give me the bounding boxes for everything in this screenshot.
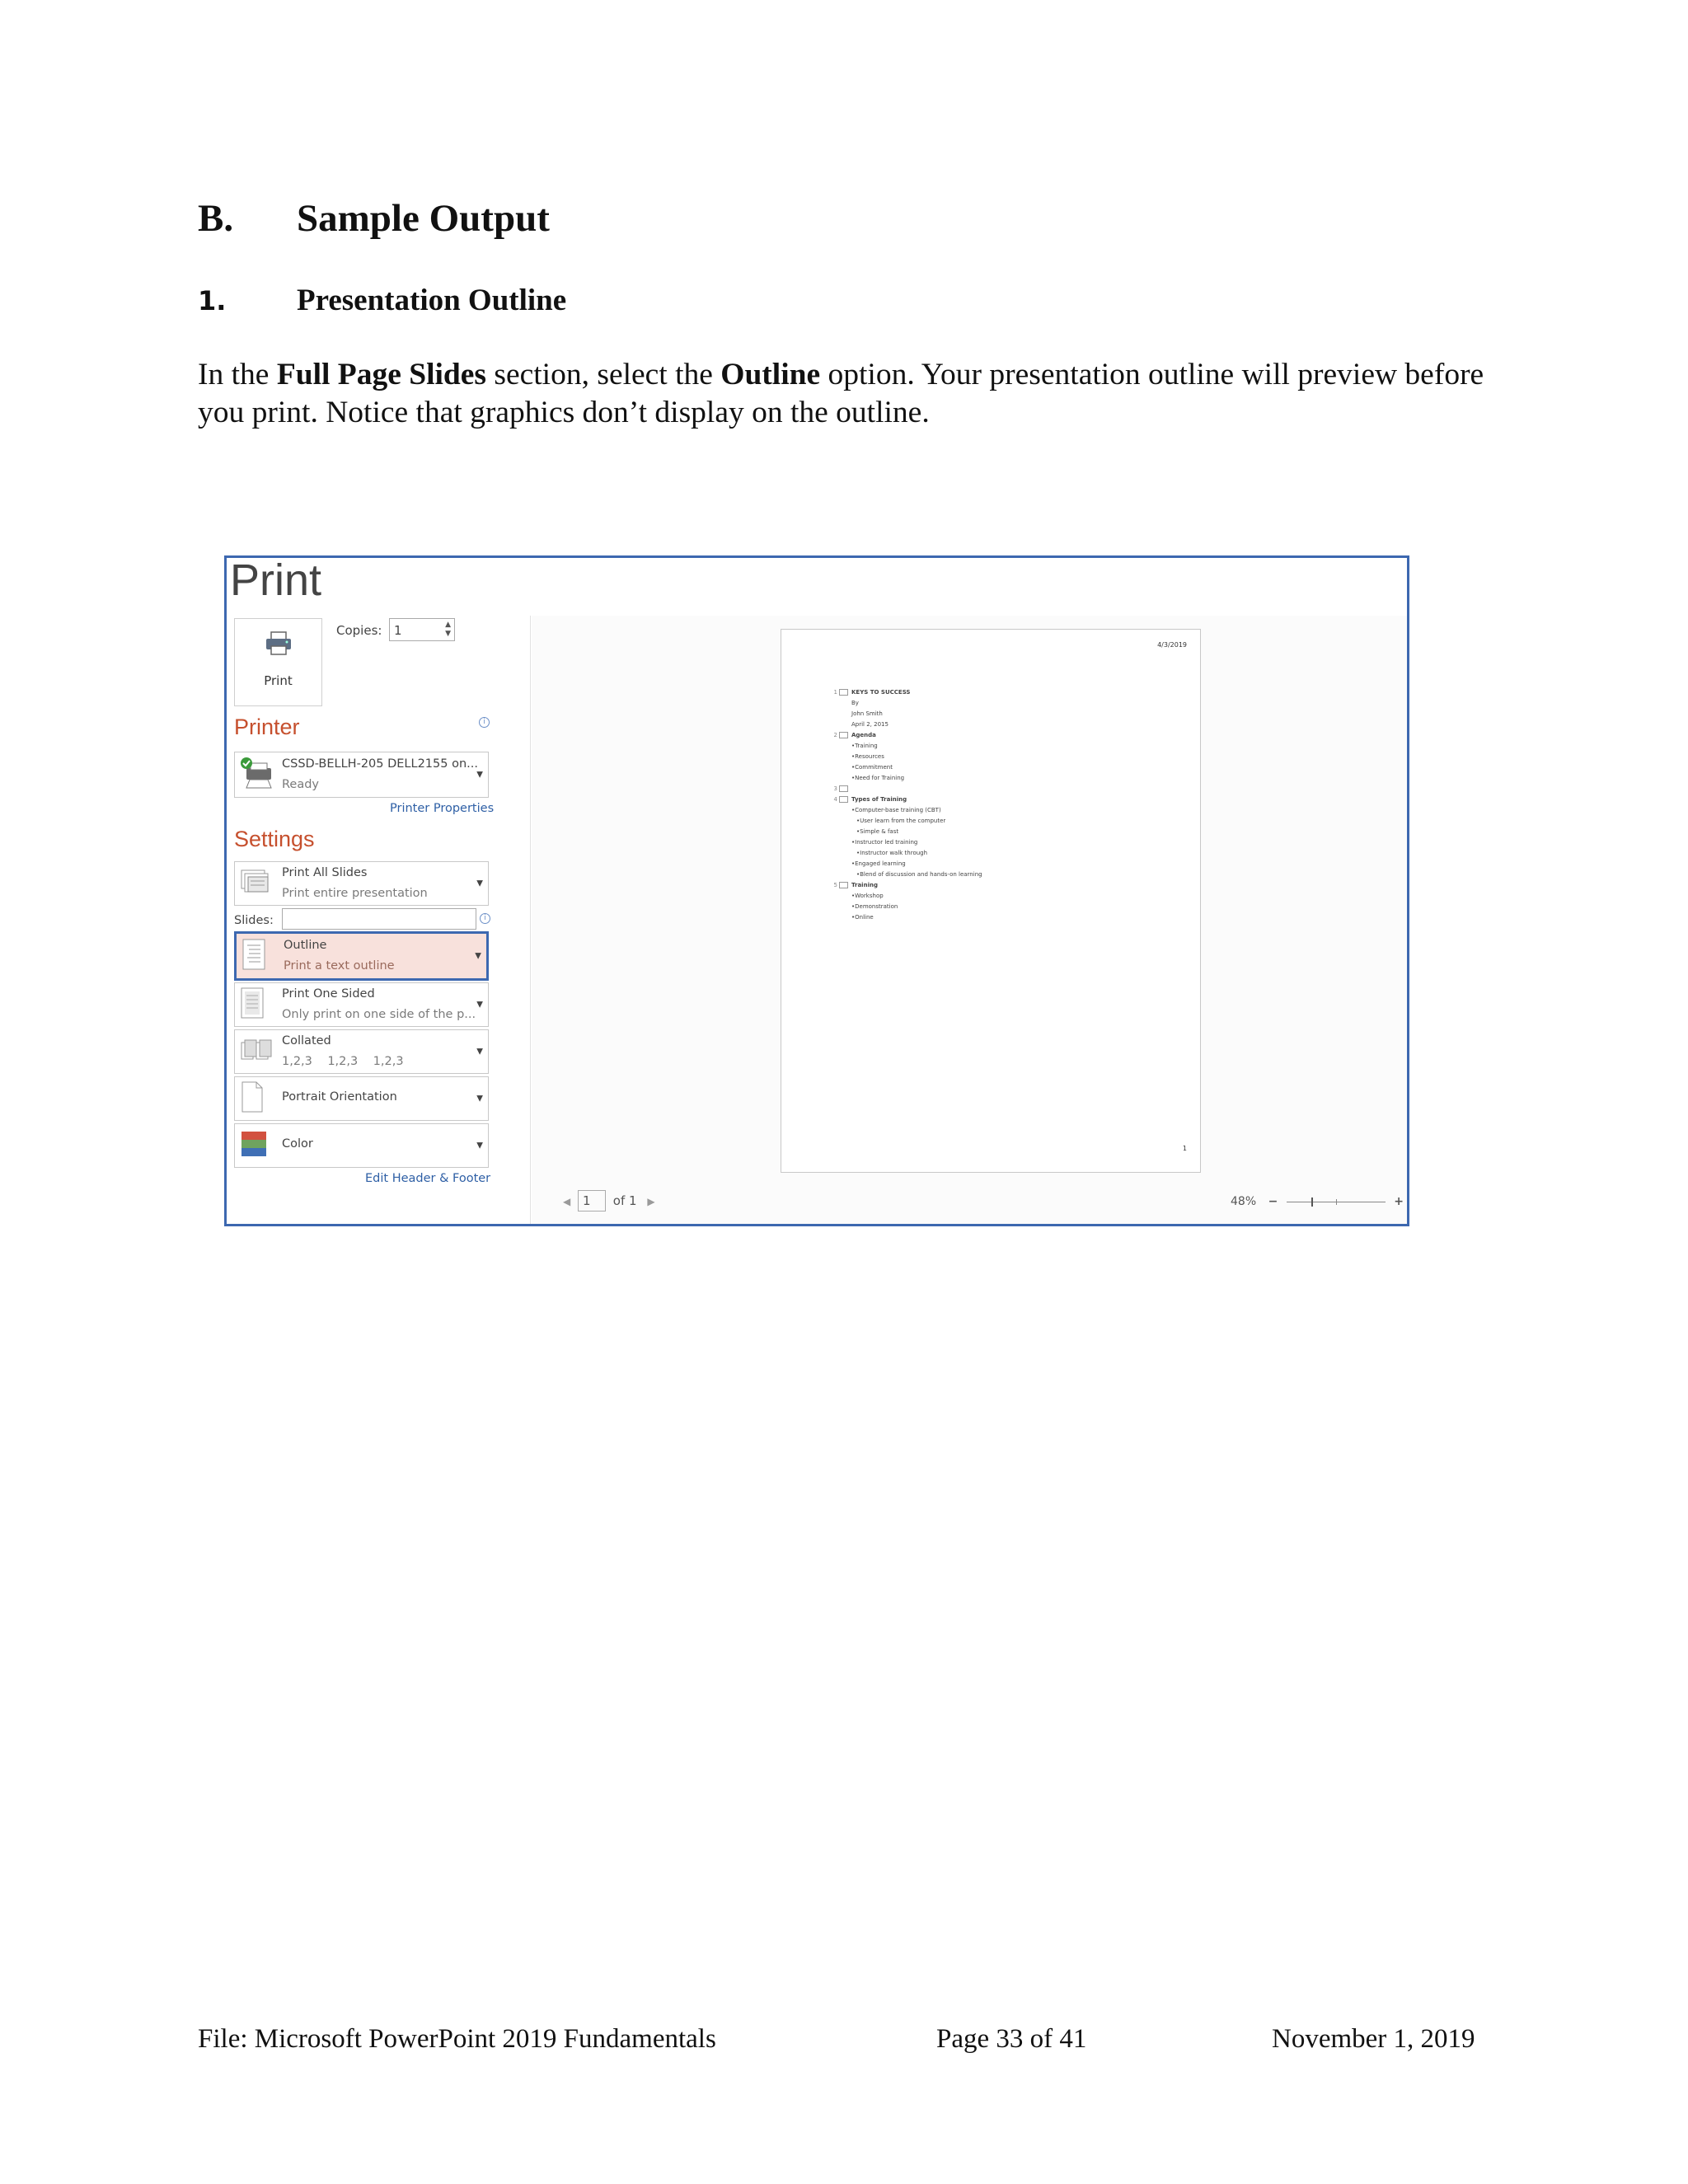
outline-bullet-line xyxy=(839,912,982,923)
outline-text: •Instructor walk through xyxy=(856,850,928,856)
outline-bullet-line xyxy=(839,902,982,912)
printer-status: Ready xyxy=(282,778,320,791)
zoom-in-icon[interactable]: + xyxy=(1394,1195,1404,1208)
setting-subtitle: Print a text outline xyxy=(284,959,395,972)
outline-text: Agenda xyxy=(851,732,876,738)
paragraph-text: option. Your presentation outline will preview before you print. Notice that graphics don’t display on the outline. xyxy=(198,358,1484,429)
print-layout-dropdown[interactable] xyxy=(234,931,489,981)
sides-dropdown[interactable] xyxy=(234,982,489,1027)
outline-text: •Training xyxy=(851,743,878,749)
zoom-slider-thumb[interactable] xyxy=(1311,1197,1313,1207)
outline-bullet-line xyxy=(839,837,982,848)
printer-properties-link[interactable]: Printer Properties xyxy=(390,802,495,815)
paragraph-text: section, select the xyxy=(486,358,721,391)
print-range-dropdown[interactable] xyxy=(234,861,489,906)
outline-text: Types of Training xyxy=(851,796,907,803)
page-navigator xyxy=(563,1190,655,1212)
one-sided-page-icon xyxy=(240,987,265,1022)
outline-page-icon xyxy=(241,939,266,973)
outline-text: •Online xyxy=(851,914,874,921)
info-icon[interactable]: i xyxy=(479,717,490,728)
collation-dropdown[interactable] xyxy=(234,1029,489,1074)
panel-divider xyxy=(530,616,531,1226)
chevron-down-icon: ▼ xyxy=(475,951,481,961)
outline-bullet-line xyxy=(839,709,982,719)
outline-text: •Blend of discussion and hands-on learning xyxy=(856,871,982,878)
slide-thumbnail-icon xyxy=(839,732,848,738)
outline-slide-number: 1 xyxy=(833,689,837,696)
outline-text: •Simple & fast xyxy=(856,828,899,835)
footer-page: Page 33 of 41 xyxy=(936,2024,1087,2054)
outline-bullet-line xyxy=(839,859,982,869)
printer-dropdown[interactable] xyxy=(234,752,489,798)
outline-text: By xyxy=(851,700,859,706)
outline-slide-number: 5 xyxy=(833,882,837,888)
setting-subtitle: Print entire presentation xyxy=(282,887,428,900)
chevron-down-icon: ▼ xyxy=(476,879,483,888)
paragraph-bold-term: Outline xyxy=(720,358,821,391)
preview-page xyxy=(781,629,1201,1173)
footer-date: November 1, 2019 xyxy=(1272,2024,1475,2054)
zoom-slider-midpoint xyxy=(1336,1199,1337,1205)
chevron-down-icon: ▼ xyxy=(476,1141,483,1151)
outline-text: •Need for Training xyxy=(851,775,905,781)
slides-input[interactable] xyxy=(282,908,476,930)
page-total: of 1 xyxy=(612,1193,637,1208)
slides-label: Slides: xyxy=(234,914,274,927)
slide-thumbnail-icon xyxy=(839,785,848,792)
subsection-number: 1. xyxy=(198,285,227,316)
orientation-dropdown[interactable] xyxy=(234,1076,489,1121)
outline-text: •Computer-base training (CBT) xyxy=(851,807,941,813)
previous-page-icon[interactable]: ◀ xyxy=(563,1196,571,1207)
outline-text: •Commitment xyxy=(851,764,893,771)
next-page-icon[interactable]: ▶ xyxy=(647,1196,655,1207)
settings-heading: Settings xyxy=(234,827,315,851)
portrait-page-icon xyxy=(240,1081,265,1116)
edit-header-footer-link[interactable]: Edit Header & Footer xyxy=(365,1172,491,1185)
outline-text: John Smith xyxy=(851,710,883,717)
outline-bullet-line xyxy=(839,698,982,709)
outline-bullet-line xyxy=(839,741,982,752)
outline-text: •Demonstration xyxy=(851,903,898,910)
outline-slide-line xyxy=(833,794,982,805)
preview-page-number: 1 xyxy=(1182,1145,1187,1152)
outline-slide-line xyxy=(833,880,982,891)
outline-bullet-line xyxy=(839,719,982,730)
slide-thumbnail-icon xyxy=(839,689,848,696)
outline-bullet-line xyxy=(839,805,982,816)
outline-slide-line xyxy=(833,687,982,698)
chevron-down-icon: ▼ xyxy=(476,1094,483,1104)
outline-text: April 2, 2015 xyxy=(851,721,889,728)
section-title: Sample Output xyxy=(297,197,550,240)
subsection-heading xyxy=(198,283,566,318)
print-button-label: Print xyxy=(264,673,293,688)
slide-thumbnail-icon xyxy=(839,796,848,803)
print-title: Print xyxy=(230,555,322,605)
section-number: B. xyxy=(198,197,234,240)
outline-bullet-line xyxy=(839,827,982,837)
info-icon[interactable]: i xyxy=(480,913,490,924)
outline-slide-line xyxy=(833,784,982,794)
setting-title: Print One Sided xyxy=(282,987,375,1001)
outline-slide-number: 2 xyxy=(833,732,837,738)
copies-value: 1 xyxy=(394,623,402,638)
outline-slide-number: 4 xyxy=(833,796,837,803)
slide-thumbnail-icon xyxy=(839,882,848,888)
outline-bullet-line xyxy=(839,762,982,773)
zoom-control xyxy=(1231,1195,1404,1208)
setting-subtitle: Only print on one side of the p... xyxy=(282,1008,476,1021)
print-screenshot xyxy=(224,555,1409,1226)
color-dropdown[interactable] xyxy=(234,1123,489,1168)
zoom-out-icon[interactable]: − xyxy=(1268,1195,1278,1208)
outline-text: Training xyxy=(851,882,878,888)
section-heading xyxy=(198,196,550,241)
color-swatch-icon xyxy=(240,1130,268,1161)
footer-file: File: Microsoft PowerPoint 2019 Fundamentals xyxy=(198,2024,716,2054)
copies-label: Copies: xyxy=(336,623,382,638)
printer-icon xyxy=(265,631,293,659)
outline-bullet-line xyxy=(839,891,982,902)
paragraph-text: In the xyxy=(198,358,277,391)
outline-text: KEYS TO SUCCESS xyxy=(851,689,911,696)
chevron-down-icon: ▼ xyxy=(476,1000,483,1010)
outline-slide-line xyxy=(833,730,982,741)
setting-title: Collated xyxy=(282,1034,331,1047)
setting-subtitle: 1,2,3 1,2,3 1,2,3 xyxy=(282,1055,404,1068)
spin-arrows-icon[interactable]: ▲ ▼ xyxy=(445,621,451,638)
outline-text: •Resources xyxy=(851,753,884,760)
instruction-paragraph xyxy=(198,356,1517,432)
copies-stepper[interactable] xyxy=(389,618,455,641)
printer-name: CSSD-BELLH-205 DELL2155 on... xyxy=(282,757,478,771)
setting-title: Outline xyxy=(284,939,327,952)
collated-icon xyxy=(240,1038,273,1066)
outline-bullet-line xyxy=(839,869,982,880)
outline-bullet-line xyxy=(839,773,982,784)
outline-slide-number: 3 xyxy=(833,785,837,792)
chevron-down-icon: ▼ xyxy=(476,770,483,780)
preview-date: 4/3/2019 xyxy=(1157,641,1187,649)
setting-title: Portrait Orientation xyxy=(282,1090,397,1104)
outline-text: •User learn from the computer xyxy=(856,818,946,824)
setting-title: Color xyxy=(282,1137,313,1151)
outline-bullet-line xyxy=(839,752,982,762)
outline-bullet-line xyxy=(839,816,982,827)
printer-heading: Printer xyxy=(234,715,300,739)
preview-outline xyxy=(833,687,982,923)
page-number-input[interactable]: 1 xyxy=(578,1190,606,1212)
outline-text: •Instructor led training xyxy=(851,839,918,846)
print-button[interactable] xyxy=(234,618,322,706)
printer-ready-icon xyxy=(240,757,274,793)
outline-text: •Workshop xyxy=(851,893,884,899)
chevron-down-icon: ▼ xyxy=(476,1047,483,1057)
setting-title: Print All Slides xyxy=(282,866,368,879)
paragraph-bold-term: Full Page Slides xyxy=(276,358,486,391)
outline-bullet-line xyxy=(839,848,982,859)
slides-stack-icon xyxy=(240,869,271,898)
outline-text: •Engaged learning xyxy=(851,860,906,867)
zoom-level[interactable]: 48% xyxy=(1231,1195,1257,1208)
subsection-title: Presentation Outline xyxy=(297,284,567,317)
